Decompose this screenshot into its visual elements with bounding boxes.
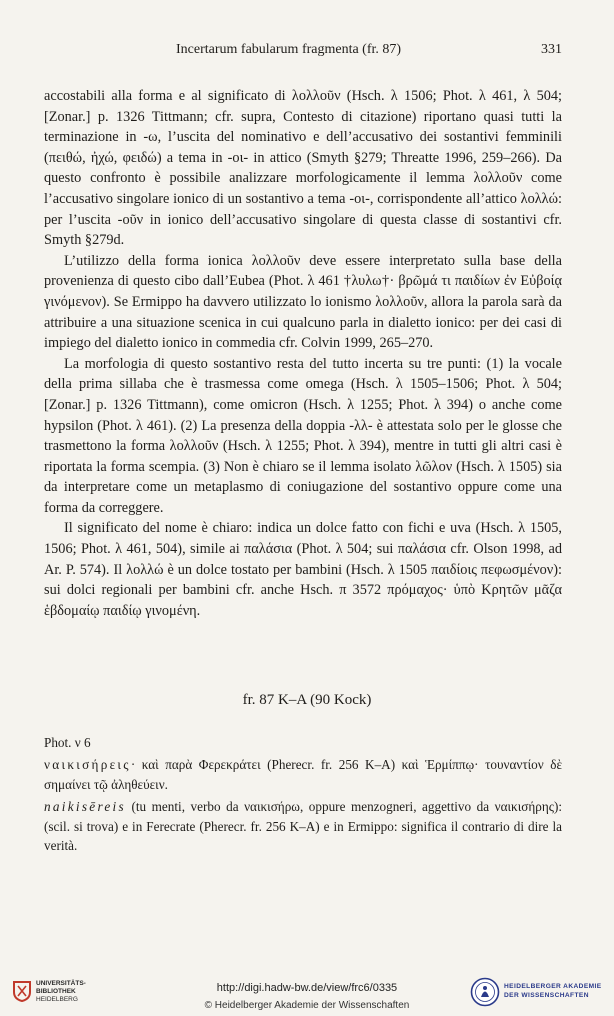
page-number: 331 bbox=[541, 42, 562, 57]
paragraph-3: La morfologia di questo sostantivo resta del tutto incerta su tre punti: (1) la vocale della prima sillaba che è trasmessa come omega (Hsch. λ 1505–1506; Phot. λ 504; [Zonar.] p. 1326 Tittmann), come omicron (Hsch. λ 1255; Phot. λ 394) o anche come hypsilon (Phot. λ 461). (2) La presenza della doppia -λλ- è attestata solo per le glosse che trasmettono la forma λολλοῦν (Hsch. λ 1255; Phot. λ 394), mentre in tutti gli altri casi è riportata la forma scempia. (3) Non è chiaro se il lemma isolato λῶλον (Hsch. λ 1505) sia da interpretare come un metaplasmo di coniugazione del sostantivo oppure come una forma da correggere. bbox=[44, 355, 562, 516]
commentary-text: (tu menti, verbo da ναικισήρω, oppure menzogneri, aggettivo da ναικισήρης): (scil. si trova) e in Ferecrate (Pherecr. fr. 256 K–A) e in Ermippo: significa il contrario di dire la verità. bbox=[44, 799, 562, 853]
academy-seal-icon bbox=[470, 977, 500, 1007]
fragment-gloss: · καὶ παρὰ Φερεκράτει (Pherecr. fr. 256 K–A) καὶ Ἑρμίππῳ· τουναντίον δὲ σημαίνει τῷ ἀληθεύειν. bbox=[44, 757, 562, 792]
paragraph-4: Il significato del nome è chiaro: indica un dolce fatto con fichi e uva (Hsch. λ 1505, 1506; Phot. λ 461, 504), simile ai παλάσια (Phot. λ 504; sui παλάσια cfr. Olson 1998, ad Ar. P. 574). Il λολλώ è un dolce tostato per bambini (Hsch. λ 1505 παιδίοις πεφωσμένον): sui dolci regionali per bambini cfr. anche Hsch. π 3572 πρόμαχος· ὑπὸ Κρητῶν μᾶζα ἑβδομαίῳ παιδίῳ γινομένη. bbox=[44, 520, 562, 619]
digital-url-link[interactable]: http://digi.hadw-bw.de/view/frc6/0335 bbox=[216, 982, 398, 994]
page-footer bbox=[0, 972, 614, 1016]
main-text bbox=[44, 86, 562, 621]
academy-logo[interactable] bbox=[470, 976, 604, 1010]
paragraph-2: L’utilizzo della forma ionica λολλοῦν deve essere interpretato sulla base della provenienza di questo cibo dall’Eubea (Phot. λ 461 †λυλω†· βρῶμά τι παιδίων ἐν Εὐβοίᾳ γινόμενον). Se Ermippo ha davvero utilizzato lo ionismo λολλοῦν, allora la parola sarà da attribuire a una situazione scenica in cui qualcuno parla in dialetto ionico: per dei casi di impiego del dialetto ionico in commedia cfr. Colvin 1999, 265–270. bbox=[44, 252, 562, 352]
running-title: Incertarum fabularum fragmenta (fr. 87) bbox=[176, 42, 402, 57]
fragment-title: fr. 87 K–A (90 Kock) bbox=[242, 692, 372, 708]
fragment-source: Phot. ν 6 bbox=[44, 735, 91, 750]
fragment-text bbox=[44, 755, 562, 794]
library-logo-text: UNIVERSITÄTS- BIBLIOTHEK HEIDELBERG bbox=[36, 980, 86, 1003]
fragment-lemma: ναικισήρεις bbox=[44, 757, 131, 772]
copyright-notice: © Heidelberger Akademie der Wissenschaften bbox=[204, 1000, 410, 1011]
paragraph-1: accostabili alla forma e al significato di λολλοῦν (Hsch. λ 1506; Phot. λ 461, λ 504; [Zonar.] p. 1326 Tittmann; cfr. supra, Contesto di citazione) riportano quasi tutti la terminazione in -ω, l’uscita del nominativo e dell’accusativo dei sostantivi femminili (πειθώ, ἠχώ, φειδώ) a tema in -οι- in attico (Smyth §279; Threatte 1996, 259–266). Da questo confronto è possibile analizzare morfologicamente il lemma λολλοῦν come l’accusativo singolare ionico di un sostantivo a tema -οι-, corrispondente all’attico λολλώ: per l’uscita -οῦν in ionico dell’accusativo singolare di questa classe di sostantivi cfr. Smyth §279d. bbox=[44, 88, 562, 249]
academy-logo-text: HEIDELBERGER AKADEMIE DER WISSENSCHAFTEN bbox=[504, 983, 602, 999]
fragment-commentary bbox=[44, 797, 562, 856]
commentary-lemma: naikisēreis bbox=[44, 799, 126, 814]
